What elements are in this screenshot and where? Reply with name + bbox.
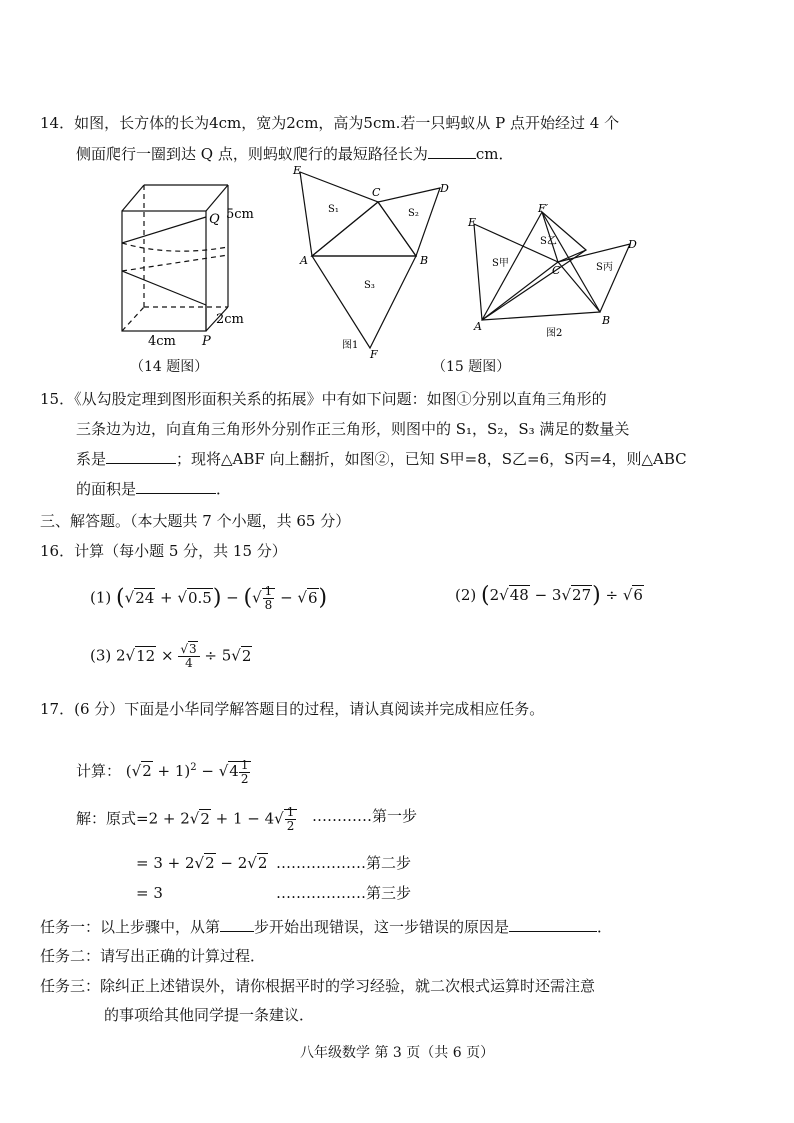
task1-c: ． [597,918,613,936]
q16-part3: (3) 2√12 × $\frac{√3}{4}$ ÷ 5√2 [90,642,252,670]
answer-blank[interactable] [136,479,216,494]
answer-blank[interactable] [106,449,176,464]
figure-2 [460,200,640,340]
fig1-d: D [440,182,449,195]
fig2-s-jia: S甲 [492,258,509,269]
q14-line1: 14．如图，长方体的长为4cm，宽为2cm，高为5cm.若一只蚂蚁从 P 点开始经过 4 个 [40,114,620,132]
page-footer: 八年级数学 第 3 页（共 6 页） [300,1045,495,1061]
fig2-c: C [552,264,561,277]
fig1-b: B [420,254,429,267]
q15-line3-b: ；现将△ABF 向上翻折，如图②，已知 S甲=8，S乙=6，S丙=4，则△ABC [176,450,687,468]
fig1-c: C [372,186,381,199]
answer-blank[interactable] [220,917,254,932]
step3-marker: ………………第三步 [276,884,412,902]
q16-p1-label: (1) [90,588,112,607]
q17-sol-label: 解：原式= [76,809,149,828]
q17-step3: = 3 [136,884,163,902]
fig1-s3: S₃ [364,280,375,291]
q16-title: 16．计算（每小题 5 分，共 15 分） [40,542,287,560]
task1-b: 步开始出现错误，这一步错误的原因是 [254,918,510,936]
task1-a: 任务一：以上步骤中，从第 [40,918,221,936]
label-q: Q [209,212,220,227]
fig2-s-bing: S丙 [596,262,613,273]
fig1-a: A [300,254,308,267]
step2-marker: ………………第二步 [276,854,412,872]
q14-caption: （14 题图） [130,359,209,375]
fig2-s-yi: S乙 [540,236,557,247]
answer-blank[interactable] [428,144,476,159]
fig2-d: D [628,238,637,251]
q15-line4 [76,479,231,499]
q14-unit: cm． [475,145,514,163]
q17-step1: 解：原式=2 + 2√2 + 1 − 4√ $\frac{1}{2}$ [76,806,297,833]
fig1-s2: S₂ [408,208,419,219]
q17-title: 17．(6 分）下面是小华同学解答题目的过程，请认真阅读并完成相应任务。 [40,700,545,718]
task1 [40,917,612,937]
fig1-f: F [370,348,378,360]
fig2-a: A [474,320,482,333]
fig2-f: F′ [538,202,549,215]
q16-part1: (1) (√24 + √0.5) − (√ $\frac{1}{8}$ − √6) [90,584,328,612]
q17-calc: 计算： $(√2 + 1)^2 - √4$ $\frac{1}{2}$ [76,758,251,786]
answer-blank[interactable] [509,917,597,932]
q16-p2-label: (2) [455,586,477,604]
fig1-e: E [293,164,302,177]
label-4cm: 4cm [148,334,176,345]
q16-p3-label: (3) [90,646,112,665]
q15-line2: 三条边为边，向直角三角形外分别作正三角形，则图中的 S₁，S₂，S₃ 满足的数量关 [76,420,630,438]
q16-part2: (2) (2√48 − 3√27) ÷ √6 [455,583,643,608]
q15-caption: （15 题图） [432,359,511,375]
fig1-s1: S₁ [328,204,339,215]
q15-line3-a: 系是 [76,450,107,468]
q14-line2-text: 侧面爬行一圈到达 Q 点，则蚂蚁爬行的最短路径长为 [76,145,428,163]
task3-line1: 任务三：除纠正上述错误外，请你根据平时的学习经验，就二次根式运算时还需注意 [40,977,596,995]
q15-line4-b: ． [216,480,232,498]
task3-line2: 的事项给其他同学提一条建议． [104,1006,315,1024]
label-5cm: 5cm [226,207,254,222]
fig2-caption: 图2 [546,328,563,339]
q15-line1: 15．《从勾股定理到图形面积关系的拓展》中有如下问题：如图①分别以直角三角形的 [40,390,607,408]
fig2-b: B [602,314,611,327]
step1-marker: …………第一步 [312,807,418,825]
label-2cm: 2cm [216,312,244,327]
label-p: P [202,334,211,345]
figure-1 [290,160,460,360]
section-heading: 三、解答题。（本大题共 7 个小题，共 65 分） [40,512,351,530]
q17-step2: = 3 + 2√2 − 2√2 [136,854,268,872]
cuboid-figure [110,175,270,345]
q17-calc-label: 计算： [76,762,122,780]
task2: 任务二：请写出正确的计算过程． [40,947,266,965]
fig1-caption: 图1 [342,340,359,351]
fig2-e: E [468,216,477,229]
q15-line3 [76,449,687,469]
q15-line4-a: 的面积是 [76,480,137,498]
